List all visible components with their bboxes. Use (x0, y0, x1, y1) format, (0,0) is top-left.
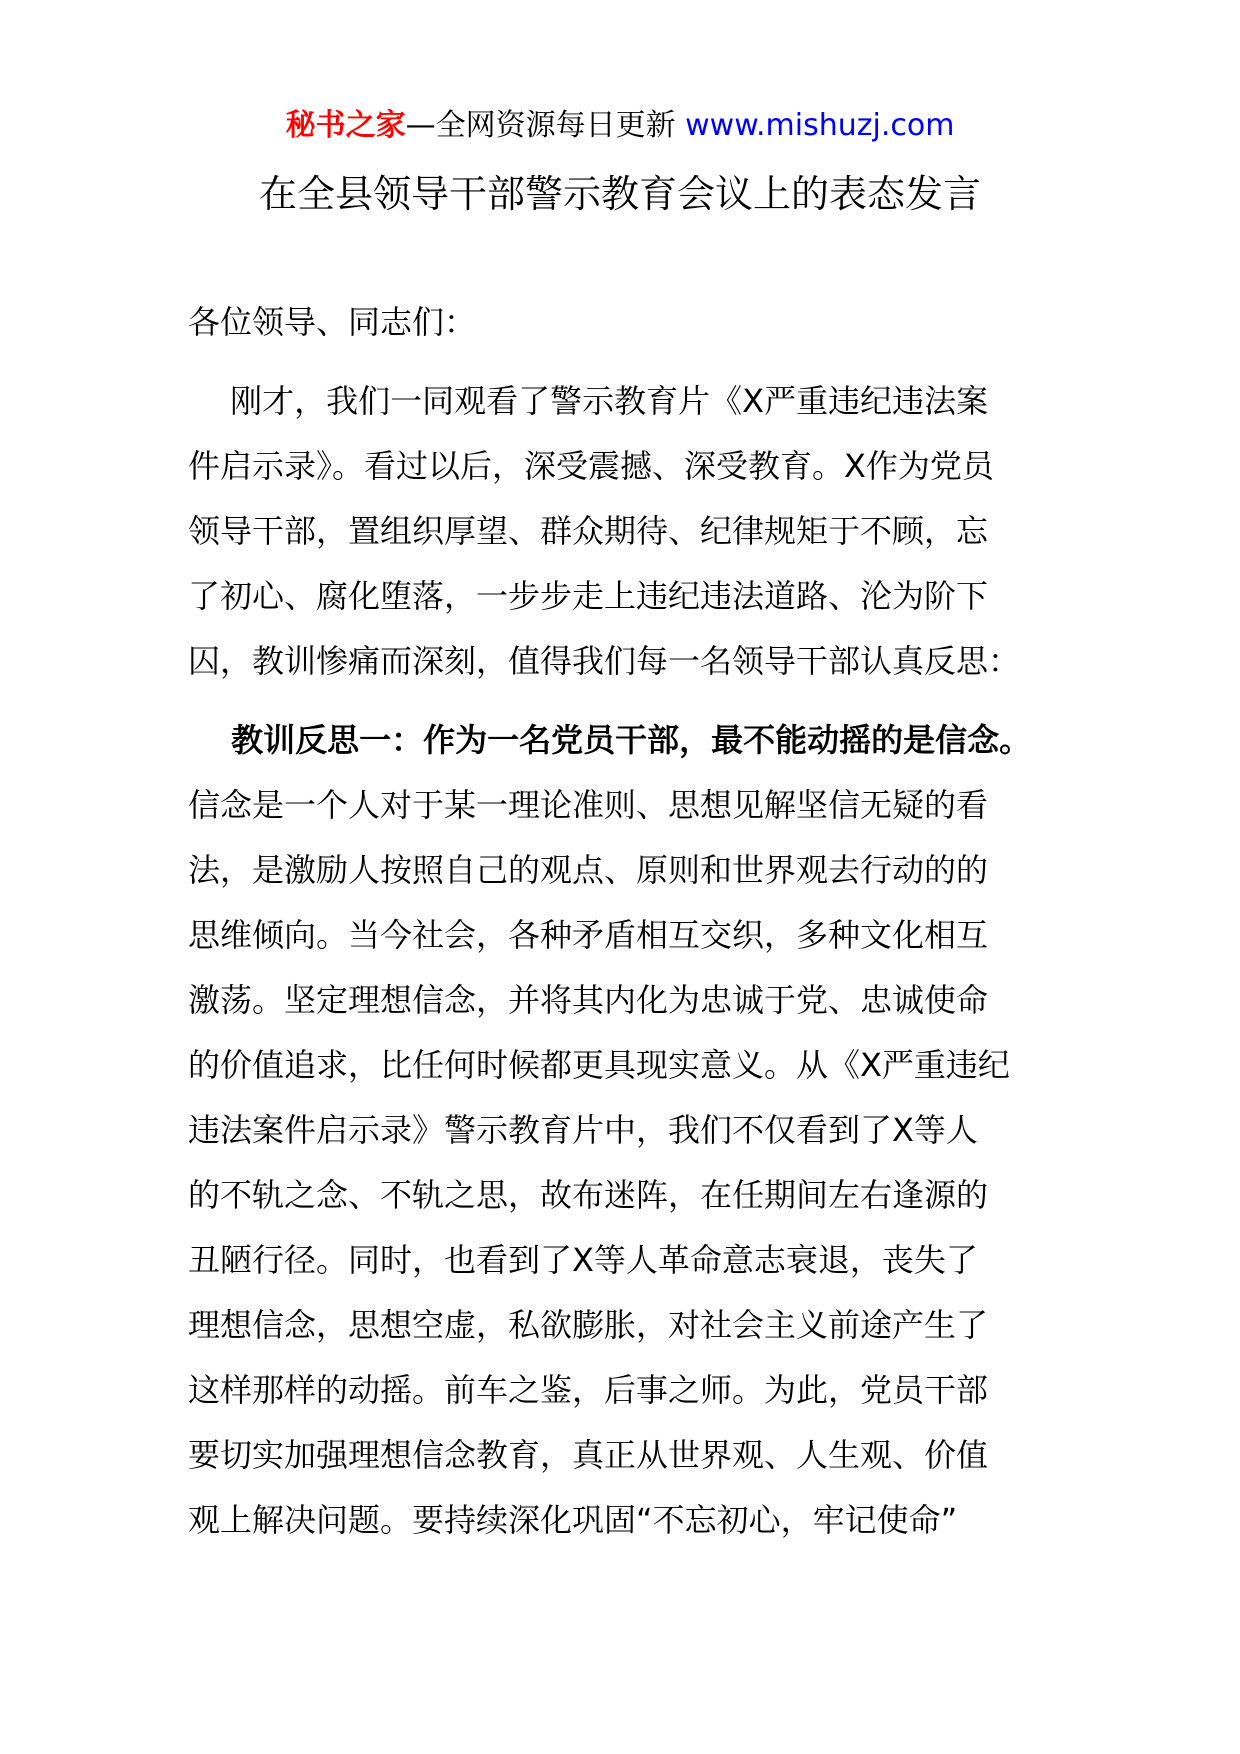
paragraph-line: 丑陋行径。同时，也看到了X等人革命意志衰退，丧失了 (188, 1241, 978, 1279)
document-title: 在全县领导干部警示教育会议上的表态发言 (258, 172, 981, 216)
paragraph-line: 件启示录》。看过以后，深受震撼、深受教育。X作为党员 (188, 447, 994, 485)
paragraph-line: 激荡。坚定理想信念，并将其内化为忠诚于党、忠诚使命 (188, 981, 989, 1019)
paragraph-line: 观上解决问题。要持续深化巩固“不忘初心，牢记使命” (188, 1501, 958, 1539)
site-url-link[interactable]: www.mishuzj.com (685, 108, 955, 143)
greeting: 各位领导、同志们： (188, 303, 477, 341)
site-header (0, 104, 1240, 148)
paragraph-lesson-one (188, 708, 1068, 1553)
paragraph-line: 的不轨之念、不轨之思，故布迷阵，在任期间左右逢源的 (188, 1176, 989, 1214)
paragraph-line: 了初心、腐化堕落，一步步走上违纪违法道路、沦为阶下 (188, 577, 989, 615)
paragraph-line: 理想信念，思想空虚，私欲膨胀，对社会主义前途产生了 (188, 1306, 989, 1344)
paragraph-intro (188, 369, 1068, 694)
lesson-heading: 教训反思一：作为一名党员干部，最不能动摇的是信念。 (188, 721, 1032, 759)
paragraph-line: 这样那样的动摇。前车之鉴，后事之师。为此，党员干部 (188, 1371, 989, 1409)
paragraph-line: 违法案件启示录》警示教育片中，我们不仅看到了X等人 (188, 1111, 978, 1149)
paragraph-line: 法，是激励人按照自己的观点、原则和世界观去行动的的 (188, 851, 989, 889)
paragraph-line: 囚，教训惨痛而深刻，值得我们每一名领导干部认真反思： (188, 642, 1021, 680)
paragraph-line: 要切实加强理想信念教育，真正从世界观、人生观、价值 (188, 1436, 989, 1474)
paragraph-line: 领导干部，置组织厚望、群众期待、纪律规矩于不顾，忘 (188, 512, 989, 550)
paragraph-line: 思维倾向。当今社会，各种矛盾相互交织，多种文化相互 (188, 916, 989, 954)
paragraph-line: 刚才，我们一同观看了警示教育片《X严重违纪违法案 (188, 382, 989, 420)
header-tagline: —全网资源每日更新 (405, 108, 686, 143)
brand-name: 秘书之家 (285, 108, 406, 143)
paragraph-line: 的价值追求，比任何时候都更具现实意义。从《X严重违纪 (188, 1046, 1010, 1084)
paragraph-line: 信念是一个人对于某一理论准则、思想见解坚信无疑的看 (188, 786, 989, 824)
